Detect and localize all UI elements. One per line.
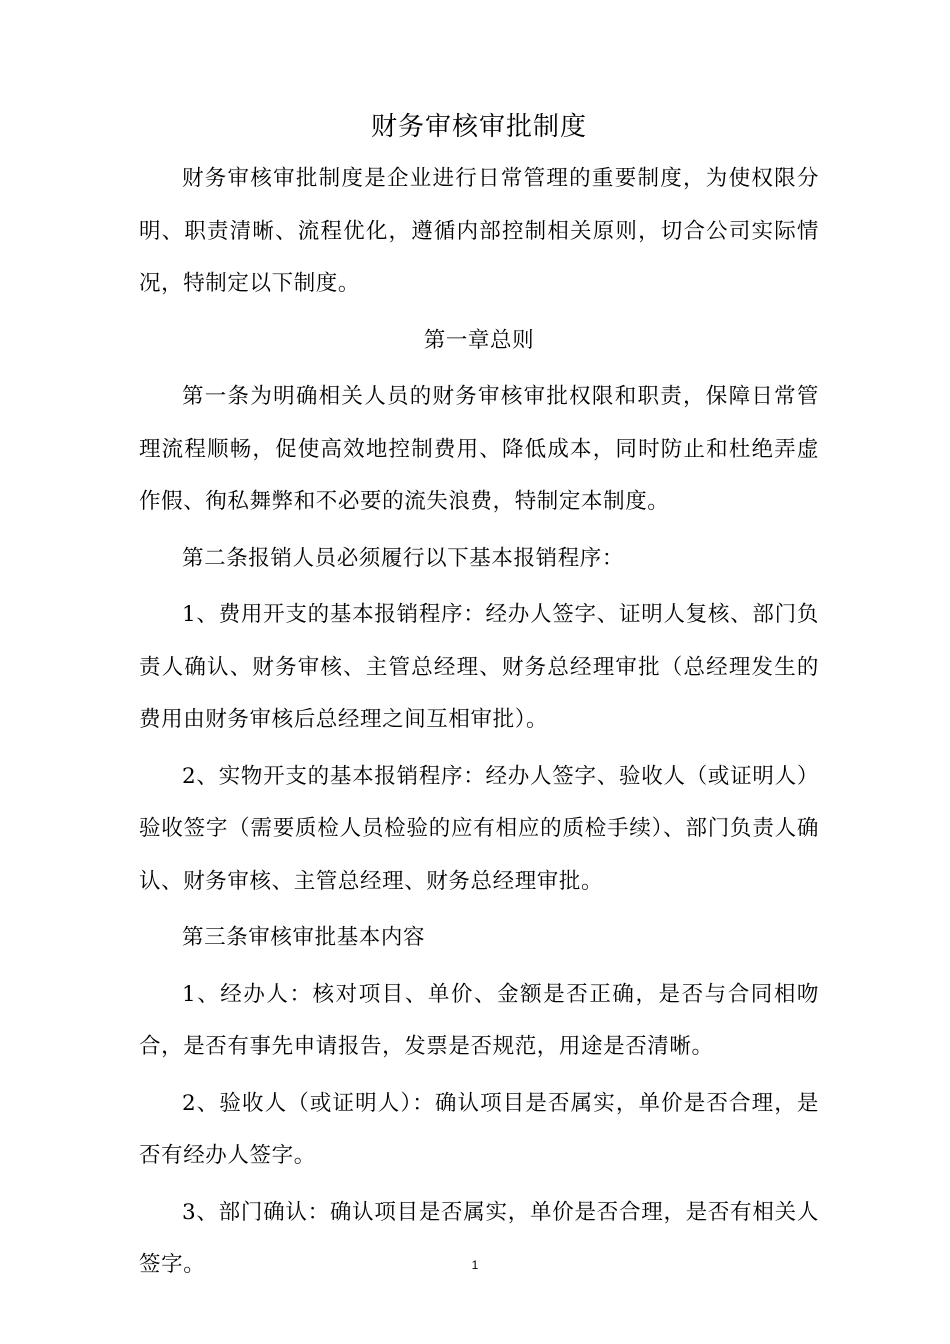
chapter-heading: 第一章总则 xyxy=(423,327,535,353)
article-1: 第一条为明确相关人员的财务审核审批权限和职责，保障日常管理流程顺畅，促使高效地控制费用、降低成本，同时防止和杜绝弄虚作假、徇私舞弊和不必要的流失浪费，特制定本制度。 xyxy=(139,384,819,514)
article-3-item-1: 1、经办人：核对项目、单价、金额是否正确，是否与合同相吻合，是否有事先申请报告，发票是否规范，用途是否清晰。 xyxy=(139,981,819,1059)
article-3-item-3: 3、部门确认：确认项目是否属实，单价是否合理，是否有相关人签字。 xyxy=(139,1199,819,1277)
article-3: 第三条审核审批基本内容 xyxy=(182,925,426,950)
intro-paragraph: 财务审核审批制度是企业进行日常管理的重要制度，为使权限分明、职责清晰、流程优化，遵循内部控制相关原则，切合公司实际情况，特制定以下制度。 xyxy=(139,166,819,296)
article-3-item-2: 2、验收人（或证明人）：确认项目是否属实，单价是否合理，是否有经办人签字。 xyxy=(139,1090,819,1168)
article-2: 第二条报销人员必须履行以下基本报销程序： xyxy=(182,545,625,571)
document-body xyxy=(139,101,819,1296)
document-title: 财务审核审批制度 xyxy=(370,112,587,142)
article-2-item-1: 1、费用开支的基本报销程序：经办人签字、证明人复核、部门负责人确认、财务审核、主管总经理、财务总经理审批（总经理发生的费用由财务审核后总经理之间互相审批）。 xyxy=(139,602,819,732)
article-2-item-2: 2、实物开支的基本报销程序：经办人签字、验收人（或证明人）验收签字（需要质检人员检验的应有相应的质检手续）、部门负责人确认、财务审核、主管总经理、财务总经理审批。 xyxy=(139,763,819,894)
page-number: 1 xyxy=(471,1258,479,1272)
